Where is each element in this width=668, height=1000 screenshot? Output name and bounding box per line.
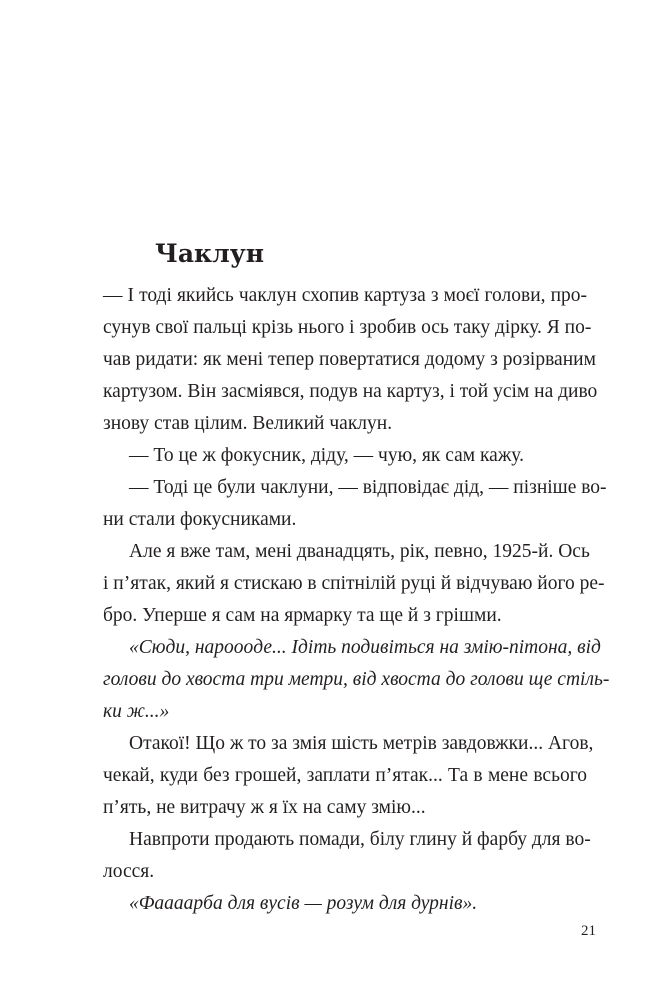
chapter-title: Чаклун xyxy=(155,239,265,268)
text-line: чав ридати: як мені тепер повертатися додому з розірваним xyxy=(103,349,596,370)
text-line: — І тоді якийсь чаклун схопив картуза з моєї голови, про- xyxy=(103,285,587,306)
text-line: ни стали фокусниками. xyxy=(103,509,297,530)
text-line: ки ж...» xyxy=(103,701,170,722)
text-line: п’ять, не витрачу ж я їх на саму змію... xyxy=(103,797,426,818)
text-line: Отакої! Що ж то за змія шість метрів завдовжки... Агов, xyxy=(129,733,594,754)
text-line: «Сюди, нарoooде... Ідіть подивіться на змію-пітона, від xyxy=(129,637,601,658)
text-line: лосся. xyxy=(103,861,155,882)
text-line: чекай, куди без грошей, заплати п’ятак... Та в мене всього xyxy=(103,765,587,786)
text-line: Але я вже там, мені дванадцять, рік, певно, 1925-й. Ось xyxy=(129,541,590,562)
text-line: — Тоді це були чаклуни, — відповідає дід, — пізніше во- xyxy=(129,477,607,498)
text-line: «Фаааарба для вусів — розум для дурнів». xyxy=(129,893,478,914)
text-line: голови до хвоста три метри, від хвоста до голови ще стіль- xyxy=(103,669,610,690)
text-line: картузом. Він засміявся, подув на картуз, і той усім на диво xyxy=(103,381,598,402)
text-line: і п’ятак, який я стискаю в спітнілій руці й відчуваю його ре- xyxy=(103,573,605,594)
text-line: Навпроти продають помади, білу глину й фарбу для во- xyxy=(129,829,591,850)
text-line: сунув свої пальці крізь нього і зробив ось таку дірку. Я по- xyxy=(103,317,592,338)
text-line: бро. Уперше я сам на ярмарку та ще й з грішми. xyxy=(103,605,502,626)
text-line: знову став цілим. Великий чаклун. xyxy=(103,413,393,434)
text-line: — То це ж фокусник, діду, — чую, як сам кажу. xyxy=(129,445,524,466)
page-number: 21 xyxy=(581,923,596,939)
